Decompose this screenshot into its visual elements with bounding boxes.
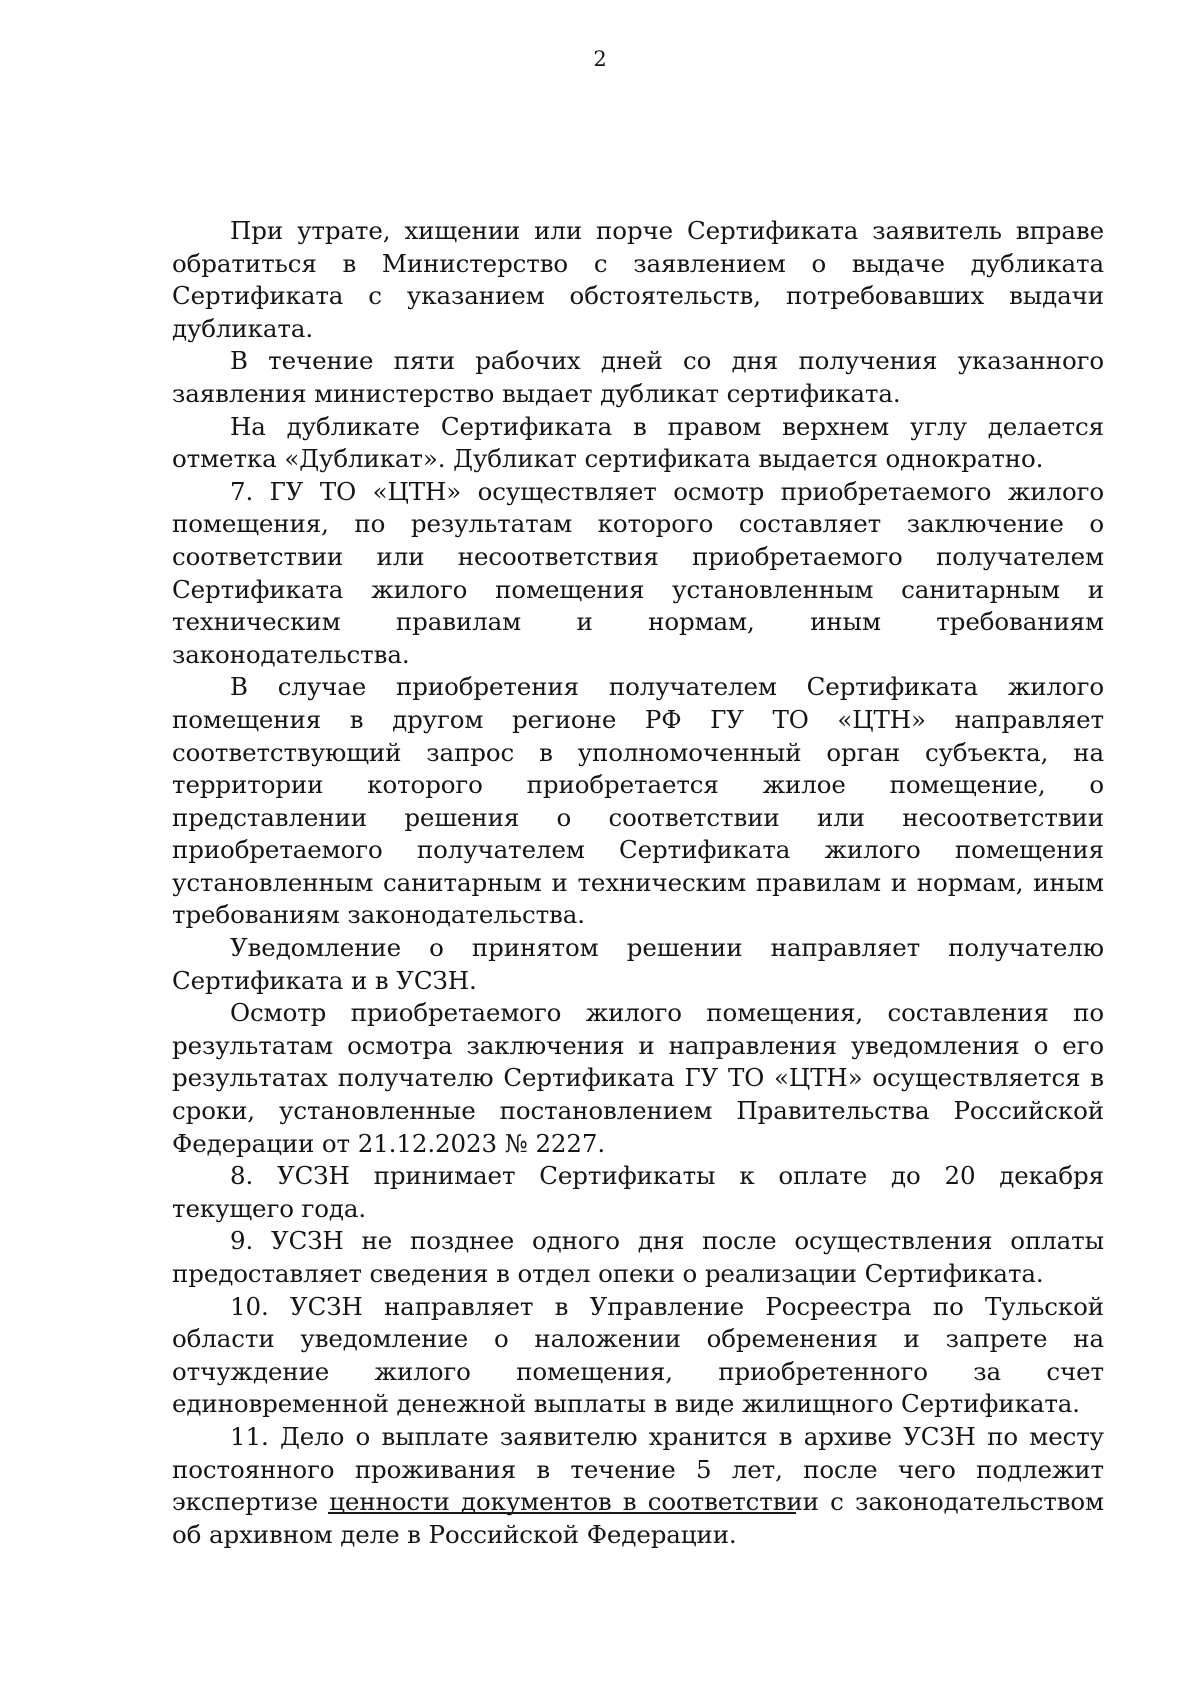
paragraph-item-7: 7. ГУ ТО «ЦТН» осуществляет осмотр приобретаемого жилого помещения, по результатам которого составляет заключение о соответствии или несоответствия приобретаемого получателем Сертификата жилого помещения установленным санитарным и техническим правилам и нормам, иным требованиям законодательства. — [172, 476, 1104, 669]
paragraph-item-11: 11. Дело о выплате заявителю хранится в архиве УСЗН по месту постоянного проживания в течение 5 лет, после чего подлежит экспертизе ценности документов в соответствии с законодательством об архивном деле в Российской Федерации. — [172, 1421, 1104, 1549]
paragraph-inspection-terms: Осмотр приобретаемого жилого помещения, составления по результатам осмотра заключения и направления уведомления о его результатах получателю Сертификата ГУ ТО «ЦТН» осуществляется в сроки, установленные постановлением Правительства Российской Федерации от 21.12.2023 № 2227. — [172, 998, 1104, 1158]
paragraph-duplicate-term: В течение пяти рабочих дней со дня получения указанного заявления министерство выдает дубликат сертификата. — [172, 346, 1104, 408]
paragraph-other-region: В случае приобретения получателем Сертификата жилого помещения в другом регионе РФ ГУ ТО «ЦТН» направляет соответствующий запрос в уполномоченный орган субъекта, на территории которого приобретается жилое помещение, о представлении решения о соответствии или несоответствии приобретаемого получателем Сертификата жилого помещения установленным санитарным и техническим правилам и нормам, иным требованиям законодательства. — [172, 672, 1104, 930]
document-body — [172, 215, 1104, 1551]
paragraph-item-8: 8. УСЗН принимает Сертификаты к оплате до 20 декабря текущего года. — [172, 1161, 1104, 1223]
paragraph-duplicate-request: При утрате, хищении или порче Сертификата заявитель вправе обратиться в Министерство с заявлением о выдаче дубликата Сертификата с указанием обстоятельств, потребовавших выдачи дубликата. — [172, 216, 1104, 343]
closing-divider-line — [328, 1512, 796, 1514]
page-number: 2 — [593, 47, 607, 71]
paragraph-item-10: 10. УСЗН направляет в Управление Росреестра по Тульской области уведомление о наложении обременения и запрете на отчуждение жилого помещения, приобретенного за счет единовременной денежной выплаты в виде жилищного Сертификата. — [172, 1291, 1104, 1419]
paragraph-item-9: 9. УСЗН не позднее одного дня после осуществления оплаты предоставляет сведения в отдел опеки о реализации Сертификата. — [172, 1226, 1104, 1288]
paragraph-notification: Уведомление о принятом решении направляет получателю Сертификата и в УСЗН. — [172, 933, 1104, 995]
paragraph-duplicate-mark: На дубликате Сертификата в правом верхнем углу делается отметка «Дубликат». Дубликат сертификата выдается однократно. — [172, 411, 1104, 474]
